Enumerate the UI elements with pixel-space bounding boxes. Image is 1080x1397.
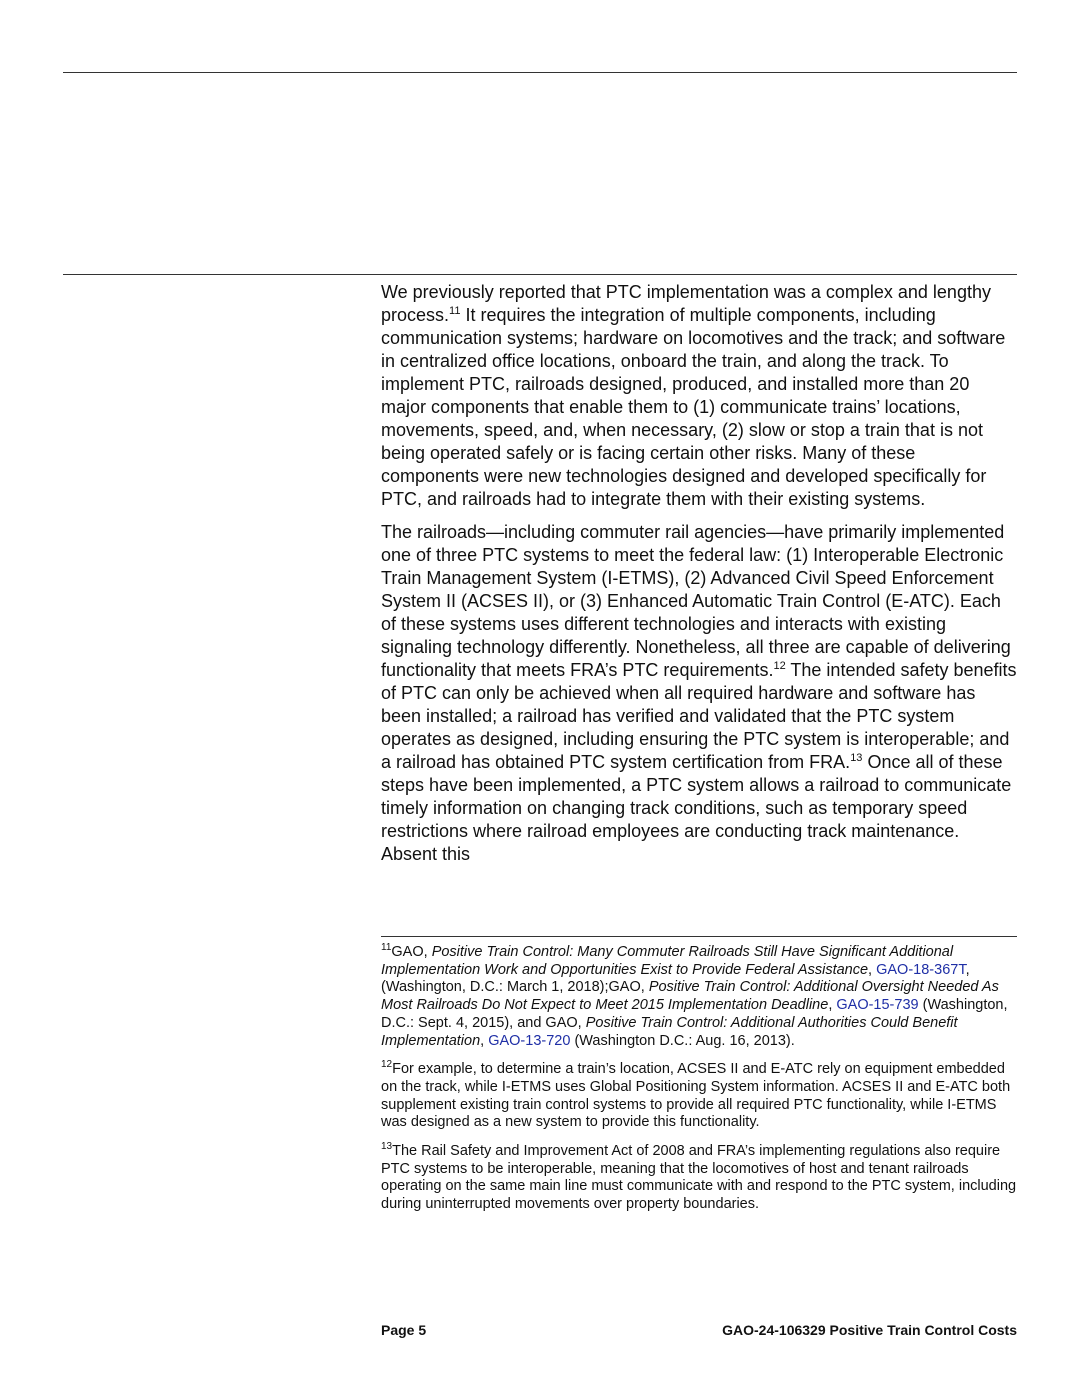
body-text xyxy=(381,281,1017,866)
footnote-12: $^{12}$For example, to determine a train’s location, ACSES II and E-ATC rely on equipment embedded on the track, while I-ETMS uses Global Positioning System information. ACSES II and E-ATC both supplement existing train control systems to provide all required PTC functionality, while I-ETMS was designed as a new system to provide this functionality. xyxy=(381,1059,1011,1131)
page-number: Page 5 xyxy=(381,1322,427,1338)
link-gao-15-739[interactable]: GAO-15-739 xyxy=(836,997,919,1014)
footnote-ref-12[interactable]: 12 xyxy=(773,660,786,672)
section-divider-rule xyxy=(63,274,1017,275)
footnote-11: $^{11}$GAO, Positive Train Control: Many Commuter Railroads Still Have Significant Additional Implementation Work and Opportunities Exist to Provide Federal Assistance, GAO-18-367T, (Washington, D.C.: March 1, 2018);GAO, Positive Train Control: Additional Oversight Needed As Most Railroads Do Not Expect to Meet 2015 Implementation Deadline, GAO-15-739 (Washington, D.C.: Sept. 4, 2015), and GAO, Positive Train Control: Additional Authorities Could Benefit Implementation, GAO-13-720 (Washington D.C.: Aug. 16, 2013). xyxy=(381,942,1008,1049)
footnote-ref-11[interactable]: 11 xyxy=(449,305,461,317)
footnote-ref-13[interactable]: 13 xyxy=(850,752,863,764)
report-title: GAO-24-106329 Positive Train Control Costs xyxy=(722,1322,1017,1338)
link-gao-13-720[interactable]: GAO-13-720 xyxy=(488,1032,571,1049)
footnote-separator xyxy=(381,936,1017,937)
paragraph-1: We previously reported that PTC implementation was a complex and lengthy process.$^{11}$ It requires the integration of multiple components, including communication systems; hardware on locomotives and the track; and software in centralized office locations, onboard the train, and along the track. To implement PTC, railroads designed, produced, and installed more than 20 major components that enable them to (1) communicate trains’ locations, movements, speed, and, when necessary, (2) slow or stop a train that is not being operated safely or is facing certain other risks. Many of these components were new technologies designed and developed specifically for PTC, and railroads had to integrate them with their existing systems. xyxy=(381,282,1006,509)
footnote-13: $^{13}$The Rail Safety and Improvement Act of 2008 and FRA’s implementing regulations also require PTC systems to be interoperable, meaning that the locomotives of host and tenant railroads operating on the same main line must communicate with and respond to the PTC system, including during uninterrupted movements over property boundaries. xyxy=(381,1141,1017,1213)
footnotes xyxy=(381,944,1017,1214)
paragraph-2: The railroads—including commuter rail agencies—have primarily implemented one of three PTC systems to meet the federal law: (1) Interoperable Electronic Train Management System (I-ETMS), (2) Advanced Civil Speed Enforcement System II (ACSES II), or (3) Enhanced Automatic Train Control (E-ATC). Each of these systems uses different technologies and interacts with existing signaling technology differently. Nonetheless, all three are capable of delivering functionality that meets FRA’s PTC requirements.$^{12}$ The intended safety benefits of PTC can only be achieved when all required hardware and software has been installed; a railroad has verified and validated that the PTC system operates as designed, including ensuring the PTC system is interoperable; and a railroad has obtained PTC system certification from FRA.$^{13}$ Once all of these steps have been implemented, a PTC system allows a railroad to communicate timely information on changing track conditions, such as temporary speed restrictions where railroad employees are conducting track maintenance. Absent this xyxy=(381,522,1017,864)
link-gao-18-367t[interactable]: GAO-18-367T xyxy=(876,961,966,978)
header-top-rule xyxy=(63,72,1017,73)
